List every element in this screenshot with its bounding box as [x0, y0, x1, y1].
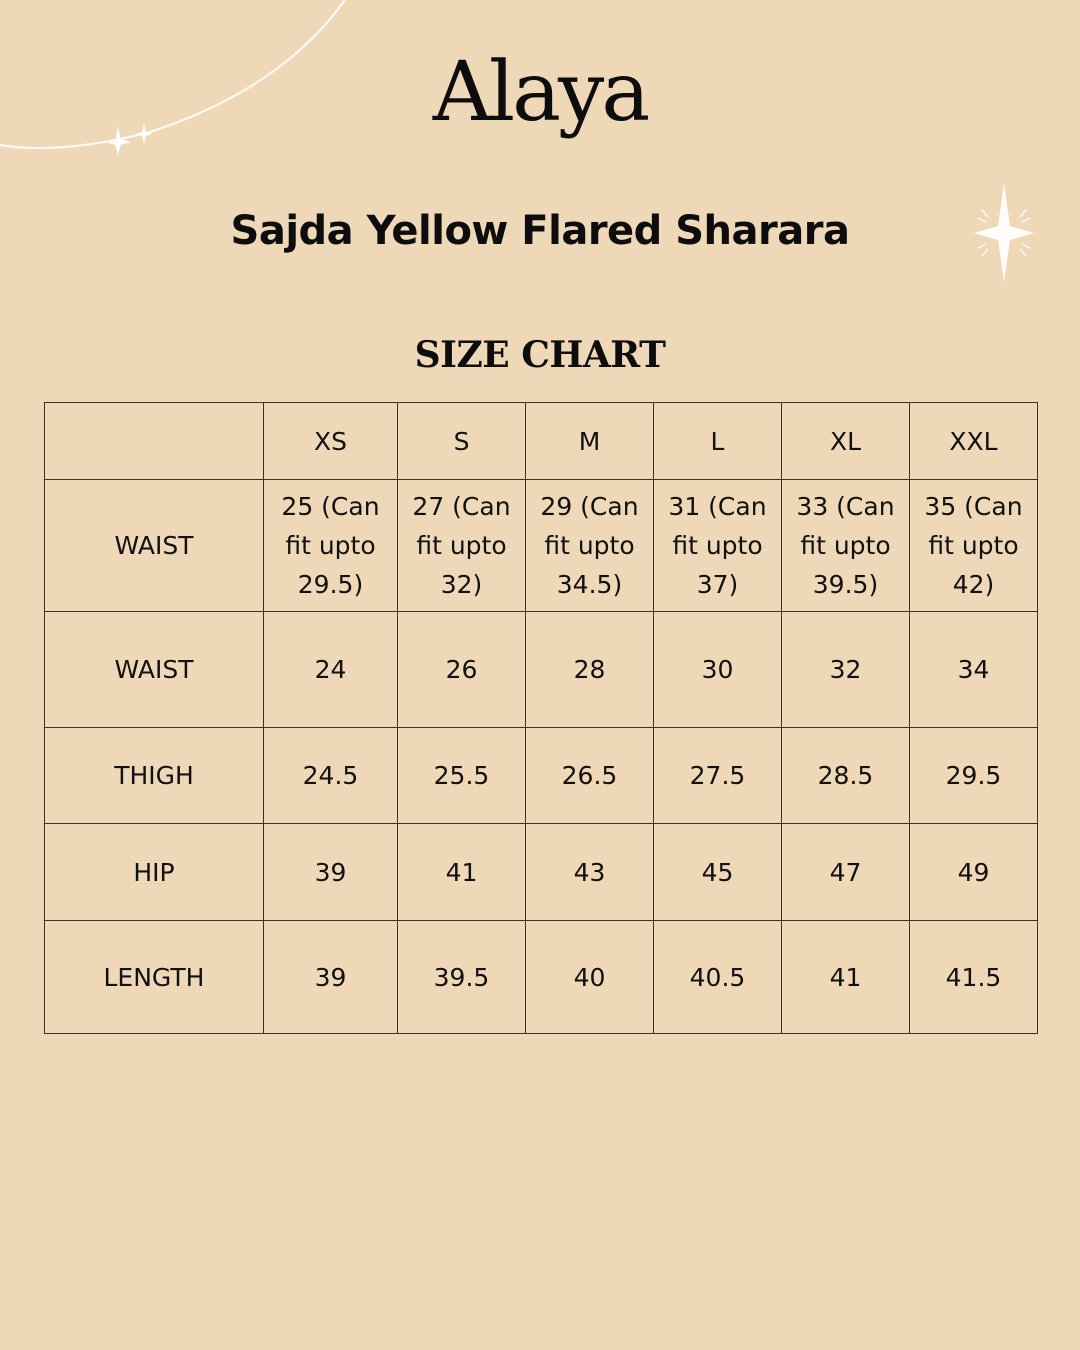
value-cell: 30: [654, 612, 782, 728]
table-header-row: [45, 403, 1038, 480]
value-cell: 41: [398, 824, 526, 921]
size-chart-table: [44, 402, 1038, 1034]
row-label-cell: WAIST: [45, 480, 264, 612]
value-cell: 39: [264, 824, 398, 921]
value-cell: 29 (Can fit upto 34.5): [526, 480, 654, 612]
row-label-cell: HIP: [45, 824, 264, 921]
size-header-cell: XS: [264, 403, 398, 480]
size-header-cell: XL: [782, 403, 910, 480]
size-header-cell: L: [654, 403, 782, 480]
value-cell: 39.5: [398, 921, 526, 1034]
value-cell: 40.5: [654, 921, 782, 1034]
table-row: [45, 824, 1038, 921]
table-row: [45, 921, 1038, 1034]
value-cell: 34: [910, 612, 1038, 728]
value-cell: 31 (Can fit upto 37): [654, 480, 782, 612]
size-header-cell: S: [398, 403, 526, 480]
value-cell: 49: [910, 824, 1038, 921]
table-row: [45, 728, 1038, 824]
value-cell: 41.5: [910, 921, 1038, 1034]
value-cell: 26.5: [526, 728, 654, 824]
row-label-cell: THIGH: [45, 728, 264, 824]
value-cell: 41: [782, 921, 910, 1034]
table-row: [45, 480, 1038, 612]
value-cell: 40: [526, 921, 654, 1034]
product-title: Sajda Yellow Flared Sharara: [230, 208, 850, 254]
value-cell: 25.5: [398, 728, 526, 824]
value-cell: 27.5: [654, 728, 782, 824]
size-chart-title: SIZE CHART: [414, 334, 666, 376]
value-cell: 35 (Can fit upto 42): [910, 480, 1038, 612]
brand-logo: Alaya: [432, 45, 648, 140]
value-cell: 39: [264, 921, 398, 1034]
value-cell: 33 (Can fit upto 39.5): [782, 480, 910, 612]
value-cell: 28.5: [782, 728, 910, 824]
size-header-cell: M: [526, 403, 654, 480]
row-label-cell: WAIST: [45, 612, 264, 728]
value-cell: 25 (Can fit upto 29.5): [264, 480, 398, 612]
value-cell: 45: [654, 824, 782, 921]
value-cell: 24: [264, 612, 398, 728]
value-cell: 47: [782, 824, 910, 921]
value-cell: 27 (Can fit upto 32): [398, 480, 526, 612]
table-row: [45, 612, 1038, 728]
value-cell: 26: [398, 612, 526, 728]
size-header-cell: XXL: [910, 403, 1038, 480]
value-cell: 24.5: [264, 728, 398, 824]
value-cell: 32: [782, 612, 910, 728]
row-label-cell: LENGTH: [45, 921, 264, 1034]
value-cell: 43: [526, 824, 654, 921]
header-corner-cell: [45, 403, 264, 480]
value-cell: 28: [526, 612, 654, 728]
value-cell: 29.5: [910, 728, 1038, 824]
